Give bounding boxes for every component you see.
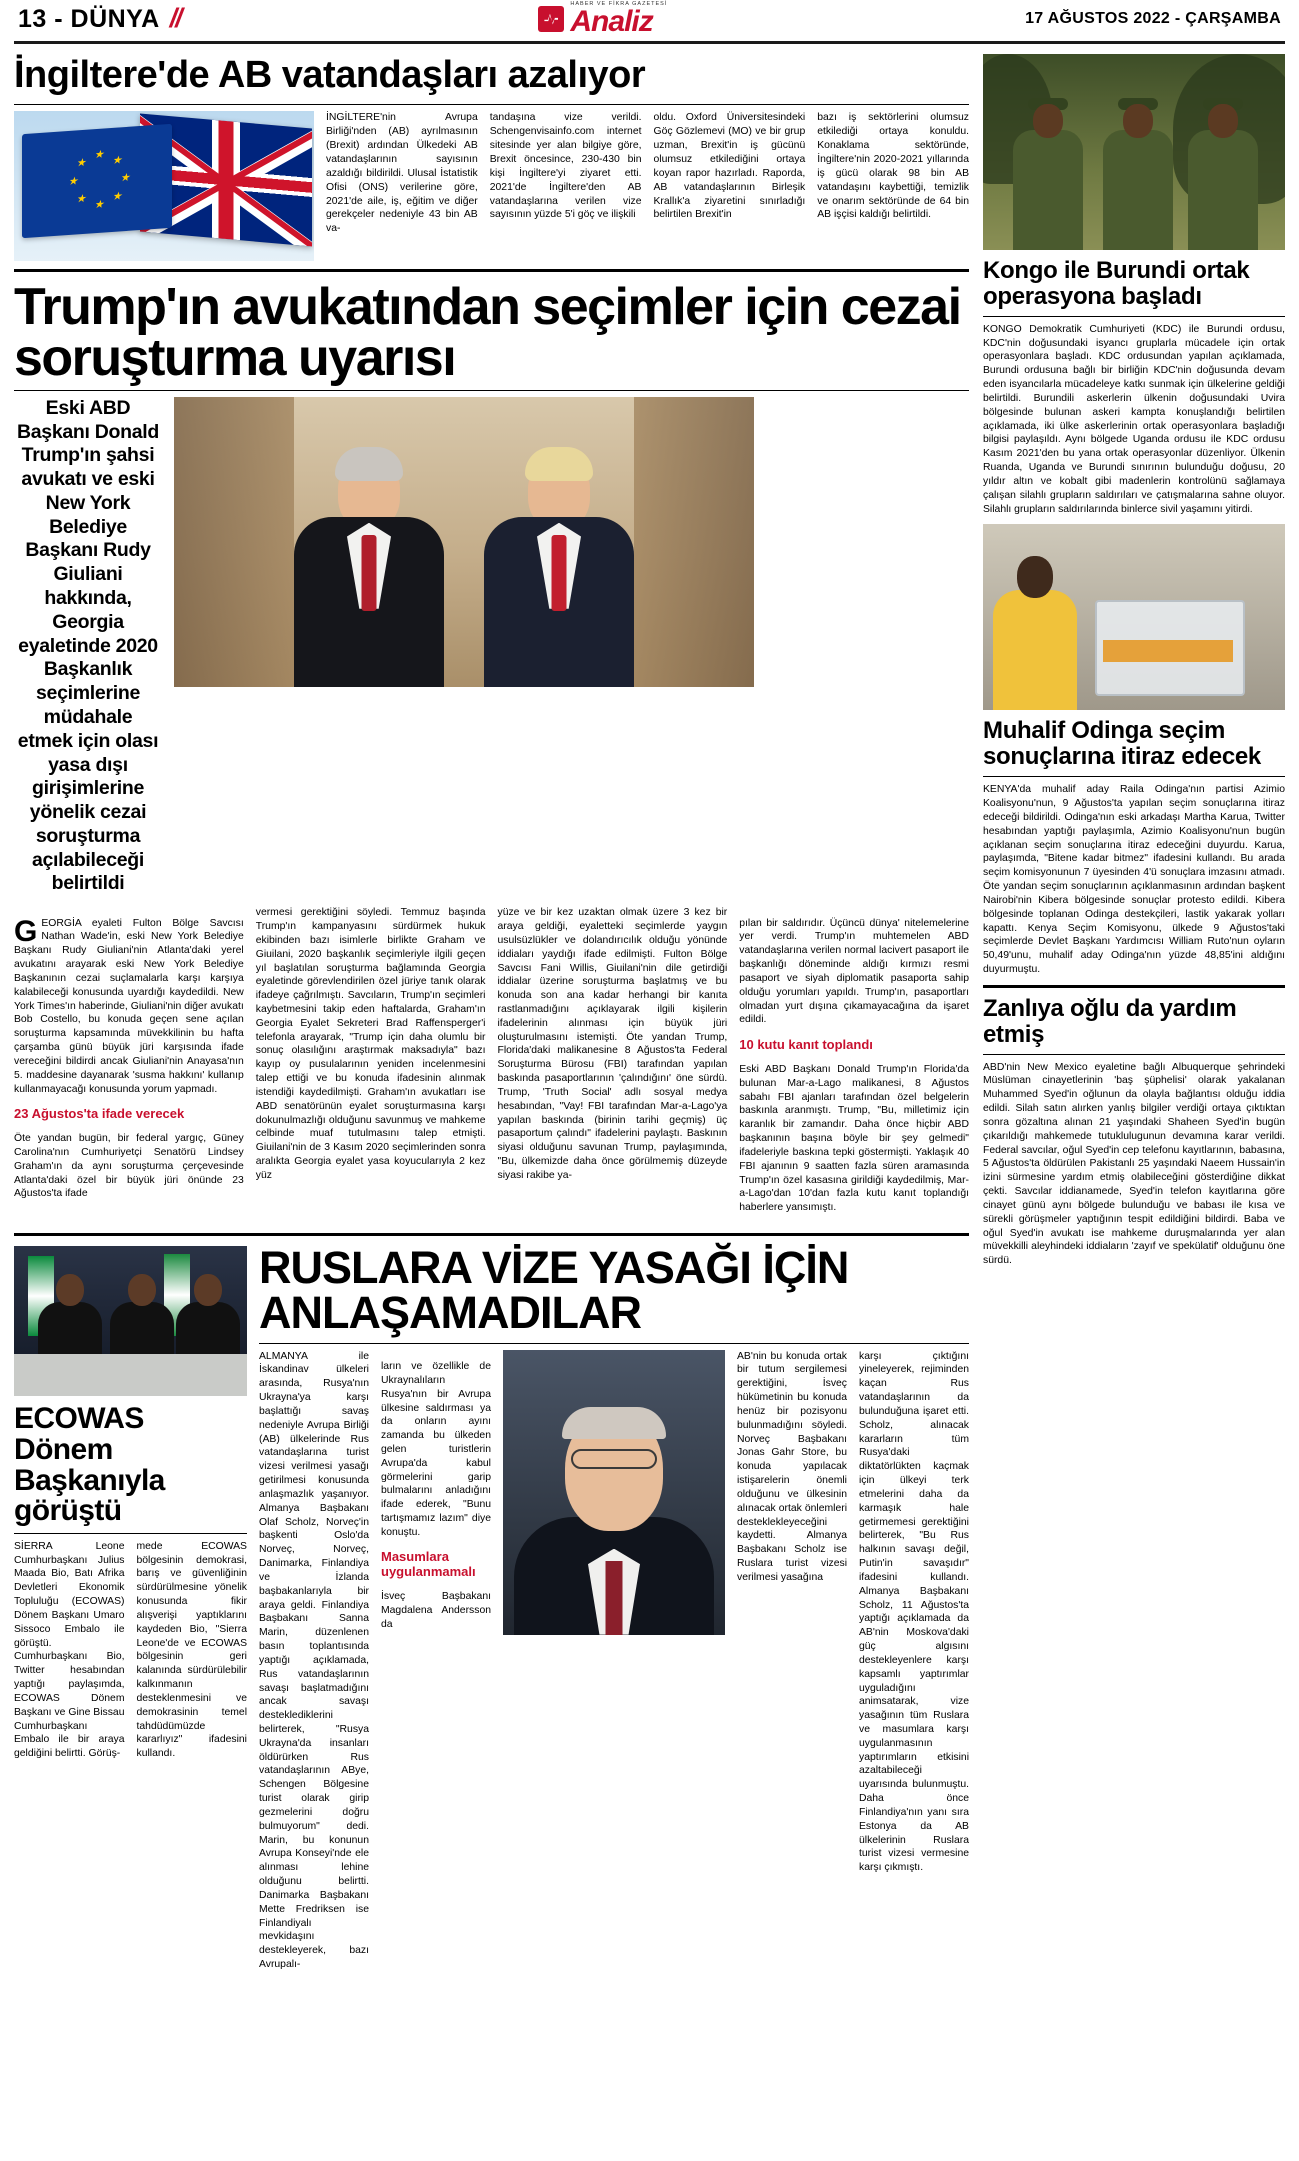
headline-eu: İngiltere'de AB vatandaşları azalıyor: [14, 54, 646, 96]
ecowas-title: ECOWAS Dönem Başkanıyla görüştü: [14, 1402, 165, 1528]
publication-date: 17 AĞUSTOS 2022 - ÇARŞAMBA: [1025, 9, 1281, 27]
logo-subtitle: HABER VE FİKRA GAZETESİ: [570, 0, 668, 7]
kenya-voting-photo: [983, 524, 1285, 710]
trump-col-1: [14, 906, 244, 1225]
trump-col-4-text-b: Eski ABD Başkanı Donald Trump'ın Florida'da bulunan Mar-a-Lago malikanesi, 8 Ağustos sabahı FBI ajanları tarafından özel belgelerin baskınla aranmıştı. Trump, "Bu, milletimiz için karanlık bir zamandır. Daha önce hiçbir ABD başkanının başına böyle bir şey gelmedi" ifadeleriyle baskına tepki göstermişti. Yaklaşık 40 FBI ajanının 9 saatten fazla süren aramasında Trump'ın özel kasasına girildiği kaydedilmiş, Mar-a-Lago'dan 10'dan fazla kutu kanıt toplandığı haberlere yansımıştı.: [739, 1063, 969, 1214]
rusya-col-3: AB'nin bu konuda ortak bir tutum sergilemesi gerektiğini, İsveç hükümetinin bu konuda henüz bir pozisyonu bulunmadığını söyledi. Norveç Başbakanı Jonas Gahr Store, bu konuda yapılacak istişarelerin önemli olduğunu ve ülkesinin alınacak ortak önlemleri desteklekleyeceğini kaydetti. Almanya Başbakanı Scholz ise Ruslara turist vizesi verilmesi yasağına: [737, 1350, 847, 1583]
divider: [983, 776, 1285, 777]
kongo-soldiers-photo: [983, 54, 1285, 250]
ecowas-col-2: mede ECOWAS bölgesinin demokrasi, barış ve güvenliğinin sürdürülmesine yönelik konusunda fikir alışverişi yaptıklarını kaydeden Bio, "Sierra Leone'de ve ECOWAS bölgesinin geri kalanında sürdürülebilir kalkınmanın desteklenmesini ve demokrasinin temel tahdüdümüzde kararlıyız" ifadesini kullandı.: [136, 1540, 247, 1760]
zanli-title: Zanlıya oğlu da yardım etmiş: [983, 994, 1237, 1048]
trump-col-4-text: pılan bir saldırıdır. Üçüncü dünya' nitelemelerine yer verdi. Trump'ın muhtemelen ABD vatandaşlarına verilen normal lacivert pasaport ile başkanlığı döneminde aldığı kırmızı resmi pasaport ve siyah diplomatik pasaporta sahip olduğu yorumları yapıldı. Trump'ın, pasaportları olmadan yurt dışına çıkamayacağına da işaret edildi.: [739, 917, 969, 1026]
right-rail: [983, 54, 1285, 1972]
article-trump: [14, 397, 969, 896]
divider: [14, 104, 969, 105]
ecowas-col-1: SİERRA Leone Cumhurbaşkanı Julius Maada Bio, Batı Afrika Devletleri Ekonomik Topluluğu (ECOWAS) Dönem Başkanı Umaro Sissoco Embalo ile görüştü. Cumhurbaşkanı Bio, Twitter hesabından yaptığı paylaşımda, ECOWAS Dönem Başkanı ve Gine Bissau Cumhurbaşkanı Embalo ile bir araya geldiğini belirtti. Görüş-: [14, 1540, 125, 1760]
rusya-subhead: Masumlara uygulanmamalı: [381, 1549, 476, 1580]
kongo-body: KONGO Demokratik Cumhuriyeti (KDC) ile Burundi ordusu, KDC'nin doğusundaki isyancı gruplarla mücadele için ortak operasyonlara başladı. KDC ordusundan yapılan açıklamada, Burundi ordusuna bağlı bir birliğin KDC'nin doğusunda devam eden isyancılarla mücadeleye katkı sunmak için ülkelerine geldiği belirtildi. Burundili askerlerin ülkenin doğusundaki Uvira bölgesinde bulunan askeri kampta konuşlandığı belirtilen açıklamada, iki ülke askerlerinin ortak operasyonlara başladığı bilgisi paylaşıldı. Aynı bölgede Uganda ordusu ile KDC ordusu Kasım 2021'den bu yana ortak operasyonlar düzenliyor. Ülkenin Ruanda, Uganda ve Burundi sınırının bulunduğu doğusu, 20 yıldır altın ve kobalt gibi madenlerin kontrolünü sağlamaya çalışan silahlı grupların saldırıları ve çatışmalarına sahne oluyor. Silahlı grupların saldırılarında binlerce sivil yaşamını yitirdi.: [983, 323, 1285, 515]
page-columns: [14, 54, 1285, 1972]
logo-mark-icon: [538, 6, 564, 32]
rusya-col-2: [381, 1350, 491, 1972]
slash-divider: //: [169, 3, 181, 33]
divider-thick: [14, 269, 969, 272]
scholz-photo-wrap: [503, 1350, 725, 1972]
eu-uk-flags-photo: [14, 111, 314, 261]
divider: [983, 1054, 1285, 1055]
divider: [14, 1533, 247, 1534]
trump-subhead-1: 23 Ağustos'ta ifade verecek: [14, 1105, 185, 1121]
bottom-section: [14, 1242, 969, 1971]
masthead: [14, 0, 1285, 44]
eu-col-1: İNGİLTERE'nin Avrupa Birliği'nden (AB) ayrılmasının (Brexit) ardından Ülkedeki AB vatandaşlarının sayısının azaldığı bildirildi. Ulusal İstatistik Ofisi (ONS) verilerine göre, 2021'de aile, iş, eğitim ve diğer gerekçeler nedeniyle 43 bin AB va-: [326, 111, 478, 235]
trump-col-4: [739, 906, 969, 1225]
page-number: 13 - DÜNYA: [18, 5, 160, 33]
article-rusya: [259, 1242, 969, 1971]
divider-thick: [14, 1233, 969, 1236]
ecowas-columns: [14, 1540, 247, 1761]
article-eu: [14, 111, 969, 261]
zanli-body: ABD'nin New Mexico eyaletine bağlı Albuquerque şehrindeki Müslüman cinayetlerinin 'baş şüphelisi' olarak yakalanan Muhammed Syed'in oğlunun da olayla bağlantısı olduğu iddia edildi. Silah satın alırken yanlış bilgiler verdiği ortaya çıktıktan sonra gözaltına alınan 21 yaşındaki Shaheen Syed'in bugün çıkarıldığı mahkemede tutuklulugunun devamına karar verildi. Federal savcılar, oğul Syed'in cep telefonu kayıtlarının, babasına, 5 Ağustos'ta öldürülen Pakistanlı 25 yaşındaki Naeem Hussain'in izini sürmesine yardım etmiş olabileceğini gösterdiğine dikkat çekti. Savcılar iddianamede, Syed'in telefon kayıtlarına göre cinayet günü aynı bölgede bulunduğu ve babası ile kısa ve sürekli görüşmeler yaptığının tespit edildiğini bildirdi. Baba ve oğul Syed'in avukatı ise mahkeme duruşmalarında yer alan müvekkilli aleyhindeki iddiaların 'zayıf ve spekülatif' olduğunu öne sürdü.: [983, 1061, 1285, 1267]
eu-col-2: tandaşına vize verildi. Schengenvisainfo.com internet sitesinde yer alan bilgiye göre, Brexit öncesince, 230-430 bin kişi İngiltere'yi ziyaret etti. 2021'de İngiltere'den AB vatandaşlarına verilen vize sayısının yüzde 5'i göç ve ilişkili: [489, 111, 642, 221]
trump-body-columns: [14, 906, 969, 1225]
newspaper-logo: [538, 1, 667, 37]
trump-col-3: yüze ve bir kez uzaktan olmak üzere 3 kez bir araya geldiği, eyaletteki seçimlerde yaygın usulsüzlükler ve dolandırıcılık olduğu yönünde iddiaları yaydığı ifade edilmişti. Fulton Bölge Savcısı Fani Willis, Giuilani'nin dile getirdiği iddialar üzerine soruşturma başlatmış ve bu konuda son ana kadar herhangi bir kanıta rastlanmadığını açıklayarak ilgili kişilerin ifadelerinin alınması için büyük jüri oluşturulmasını istemişti. Öte yandan Trump, Florida'daki malikanesine 8 Ağustos'ta Federal Soruşturma Bürosu (FBI) tarafından yapılan baskında pasaportlarının 'çalındığını' öne sürdü. Trump, 'Truth Social' adlı sosyal medya hesabından, "Vay! FBI tarafından Mar-a-Lago'ya yapılan baskında (birinin tarihi geçmiş) üç pasaportum çalındı" ifadelerini paylaştı. Baskının siyasi olduğunu savunan Trump, paylaşımında, "Bu, ülkemizde daha önce görülmemiş düzeyde siyasi rakibe ya-: [497, 907, 728, 1181]
headline-rusya: RUSLARA VİZE YASAĞI İÇİN ANLAŞAMADILAR: [259, 1242, 849, 1338]
divider: [983, 316, 1285, 317]
rusya-columns: [259, 1350, 969, 1972]
logo-text-wrap: [570, 1, 667, 37]
logo-name: Analiz: [570, 4, 653, 38]
trump-col-1-text-b: Öte yandan bugün, bir federal yargıç, Güney Carolina'nın Cumhuriyetçi Senatörü Lindsey Graham'ın da aynı soruşturma çerçevesinde Atlanta'daki özel bir büyük jüri önünde 23 Ağustos'ta ifade: [14, 1133, 244, 1200]
divider: [14, 390, 969, 391]
rusya-col-1: ALMANYA ile İskandinav ülkeleri arasında, Rusya'nın Ukrayna'ya karşı başlattığı savaş nedeniyle Avrupa Birliği (AB) ülkelerinde Rus vatandaşlarına turist vizesi verilmesi yasağı getirilmesi konusunda anlaşmazlık yaşanıyor. Almanya Başbakanı Olaf Scholz, Norveç'in başkenti Oslo'da Norveç, Norveç, Danimarka, Finlandiya ve İzlanda başbakanlarıyla bir araya geldi. Finlandiya Başbakanı Sanna Marin, düzenlenen basın toplantısında yaptığı açıklamada, Rus vatandaşlarının savaşı başlatmadığını ancak savaşı desteklediklerini belirterek, "Rusya Ukrayna'da insanları öldürürken Rus vatandaşlarının ABye, Schengen Bölgesine turist olarak girip gezmelerini doğru bulmuyorum" dedi. Marin, bu konunun Avrupa Konseyi'nde ele alınması lehine olduğunu belirtti. Danimarka Başbakanı Mette Fredriksen ise Finlandiyalı mevkidaşını destekleyerek, bazı Avrupalı-: [259, 1350, 369, 1971]
rusya-col-2-text: ların ve özellikle de Ukraynalıların Rusya'nın bir Avrupa ülkesine saldırması ya da onların ayını zamanda bu ülkeden gelen turistlerin Avrupa'da kabul görmelerini garip bulmalarını anladığını ifade ederek, "Bunu tartışmamız lazım" diye konuştu.: [381, 1361, 491, 1538]
eu-body-columns: [326, 111, 969, 261]
main-column: [14, 54, 969, 1972]
giuliani-figure: [294, 517, 444, 687]
article-ecowas: [14, 1246, 247, 1971]
trump-giuliani-photo: [174, 397, 754, 687]
trump-col-2: vermesi gerektiğini söyledi. Temmuz başında Trump'ın kampanyasını sürdürmek hukuk ekibinden bazı isimlerle birlikte Graham ve Giuilani, 2020 başkanlık seçimleriyle ilgili geçen yıl başlatılan soruşturma bağlamında Georgia eyaletinde görevlendirilen özel jüriye tanık olarak ifadeye çağrılmıştı. Savcıların, Trump'ın seçimleri kaybetmesini takip eden haftalarda, Graham'ın Georgia Eyalet Sekreteri Brad Raffensperger'i telefonla arayarak, "Trump için daha olumlu bir sonuç olasılığını araştırmak maksadıyla" bazı kayıp oy pusulalarının yeniden incelenmesini talep ettiği ve bu konuda ifadesinin alınmak istendiği kaydedilmişti. Graham'ın avukatları ise ABD senatörünün eyalet soruşturmasına karşı dokunulmazlığı olduğunu savunmuş ve mahkeme celbinde muaf tutulmasını talep etmişti. Giuilani'nin de 3 Kasım 2020 seçimlerinden sonra aralıkta Georgia eyalet yasa koyucularıyla 2 kez yüz: [255, 907, 486, 1181]
eu-col-3: oldu. Oxford Üniversitesindeki Göç Gözlemevi (MO) ve bir grup uzman, Brexit'in iş gücünü olumsuz etkilediğini ortaya koyan rapor hazırladı. Raporda, AB vatandaşlarının Birleşik Krallık'a ziyaretini sınırladığı belirtilen Brexit'in: [653, 111, 806, 221]
divider: [259, 1343, 969, 1344]
odinga-body: KENYA'da muhalif aday Raila Odinga'nın partisi Azimio Koalisyonu'nun, 9 Ağustos'ta yapılan seçim sonuçlarına itiraz edeceği bildirildi. Odinga'nın eski arkadaşı Martha Karua, Twitter hesabından yaptığı paylaşımla, Azimio Koalisyonu'nun bugün açıklanan seçim sonuçlarına itiraz edeceğini duyurdu. Karua, paylaşımda, "Bitene kadar bitmez" ifadesini kullandı. Bu arada seçim komisyonunun 7 üyesinden 4'ü sonuçlara imzasını atmadı. Öte yandan seçim sonuçlarının açıklanmasının ardından başkent Nairobi'nin Kibera bölgesinde sonuçlar protesto edildi. Kibera bölgesinde toplanan Odinga destekçileri, lastik yakarak yolları kapattı. Kenya Seçim Komisyonu, ülkede 9 Ağustos'taki seçimlerde Devlet Başkanı Yardımcısı William Ruto'nun oyların 50,49'unu, muhalif aday Odinga'nın yüzde 48,85'ini aldığını duyurmuştu.: [983, 784, 1285, 975]
odinga-title: Muhalif Odinga seçim sonuçlarına itiraz edecek: [983, 717, 1261, 771]
rusya-col-2-text-b: İsveç Başbakanı Magdalena Andersson da: [381, 1591, 491, 1631]
trump-subhead-2: 10 kutu kanıt toplandı: [739, 1036, 873, 1052]
headline-trump: Trump'ın avukatından seçimler için cezai soruşturma uyarısı: [14, 277, 961, 387]
eu-col-4: bazı iş sektörlerini olumsuz etkilediği ortaya konuldu. Konaklama sektöründe, İngiltere'nin 2020-2021 yıllarında iş gücü olarak 98 bin AB vatandaşını kaybettiği, temizlik ve onarım sektöründe de 64 bin AB işçisi kaldığı belirtildi.: [817, 111, 969, 221]
rusya-col-4: karşı çıktığını yineleyerek, rejiminden kaçan Rus vatandaşlarının da bulunduğuna işaret etti. Scholz, alınacak kararların tüm Rusya'daki diktatörlükten kaçmak için ülkeyi terk etmelerini daha da karmaşık hale getirmemesi gerektiğini belirterek, "Bu Rus halkının savaşı değil, Putin'in savaşıdır" ifadesini kullandı. Almanya Başbakanı Scholz, 11 Ağustos'ta yaptığı açıklamada da AB'nin Moskova'daki güç algısını destekleyenlere karşı kapsamlı yaptırımlar uyguladığını animsatarak, vize yasağının tüm Ruslara ve masumlara karşı uygulanmasının yaptırımların etkisini azaltabileceği uyarısında bulunmuştu. Daha önce Finlandiya'nın yanı sıra Estonya da AB ülkelerinin Ruslara turist vizesi vermesine karşı çıkmıştı.: [859, 1350, 969, 1874]
trump-figure: [484, 517, 634, 687]
divider-thick: [983, 985, 1285, 988]
masthead-left: [18, 3, 181, 34]
eu-flag-icon: ★ ★ ★ ★ ★ ★ ★ ★: [22, 124, 172, 238]
kongo-title: Kongo ile Burundi ortak operasyona başladı: [983, 257, 1250, 310]
trump-lede: Eski ABD Başkanı Donald Trump'ın şahsi avukatı ve eski New York Belediye Başkanı Rudy Giuliani hakkında, Georgia eyaletinde 2020 Başkanlık seçimlerine müdahale etmek için olası yasa dışı girişimlerine yönelik cezai soruşturma açılabileceği belirtildi: [16, 396, 160, 895]
ecowas-meeting-photo: [14, 1246, 247, 1396]
trump-col-1-text: GEORGİA eyaleti Fulton Bölge Savcısı Nathan Wade'in, eski New York Belediye Başkanı Rudy Giuliani'nin Atlanta'daki yerel avukatını arayarak eski New York Belediye Başkanının cezai suçlamalarla karşı karşıya kalabileceği konusunda uyardığı kaydedildi. New York Times'ın haberinde, Giuliani'nin diğer avukatı Bob Costello, bu konuda geçen sene açılan soruşturma kapsamında müvekkilinin bu hafta çarşamba günü büyük jüri karşısında ifade vereceğini bildirdi ancak Giuliani'nin Anayasa'nın 5. maddesine dayanarak 'susma hakkını' kullanıp kullanmayacağı konusunda yorum yapmadı.: [14, 914, 244, 1095]
scholz-photo: [503, 1350, 725, 1635]
